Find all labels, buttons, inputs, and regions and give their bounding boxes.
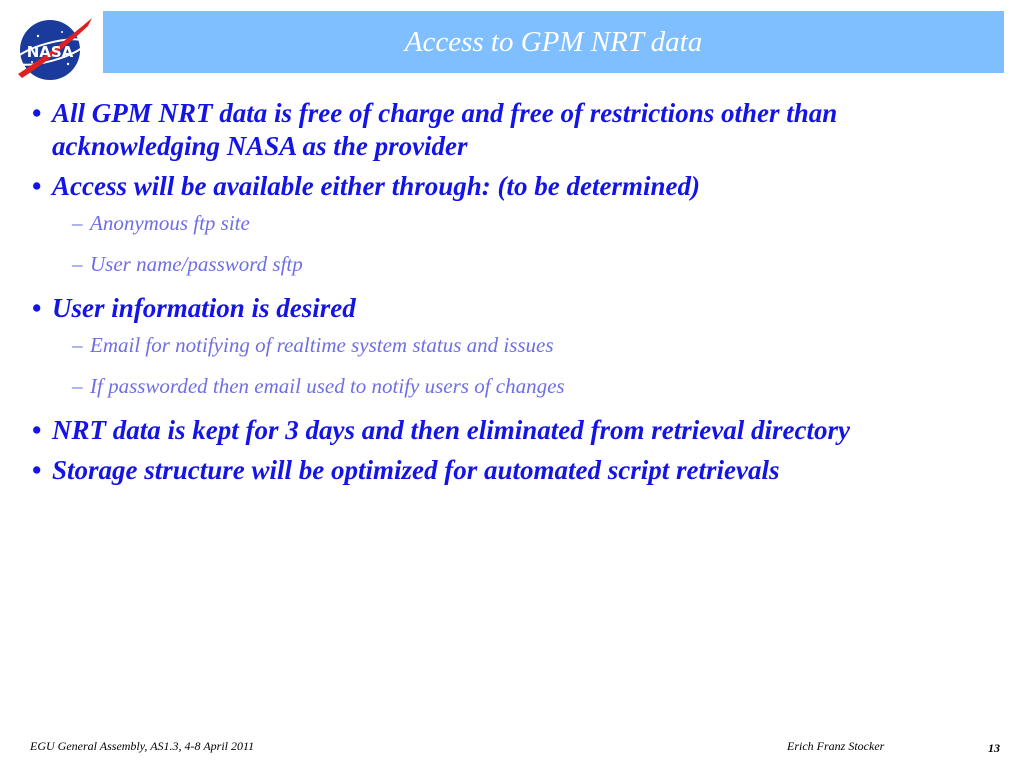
bullet-mark: • bbox=[32, 293, 42, 323]
slide-title: Access to GPM NRT data bbox=[404, 25, 703, 58]
bullet-mark: • bbox=[32, 415, 42, 445]
bullet-text: Access will be available either through: (to be determined) bbox=[52, 171, 700, 201]
sub-bullet-text: User name/password sftp bbox=[90, 252, 303, 276]
slide-content bbox=[32, 97, 992, 494]
bullet-item bbox=[32, 454, 992, 487]
bullet-item bbox=[32, 170, 992, 203]
footer-event: EGU General Assembly, AS1.3, 4-8 April 2011 bbox=[30, 739, 255, 753]
svg-text:NASA: NASA bbox=[26, 43, 74, 61]
bullet-item bbox=[32, 414, 992, 447]
bullet-mark: • bbox=[32, 455, 42, 485]
sub-bullet-mark: – bbox=[72, 374, 83, 398]
bullet-mark: • bbox=[32, 171, 42, 201]
sub-bullet-item bbox=[32, 332, 992, 358]
sub-bullet-mark: – bbox=[72, 252, 83, 276]
sub-bullet-item bbox=[32, 373, 992, 399]
sub-bullet-text: If passworded then email used to notify users of changes bbox=[90, 374, 565, 398]
page-number: 13 bbox=[988, 741, 1000, 755]
sub-bullet-mark: – bbox=[72, 333, 83, 357]
bullet-text: Storage structure will be optimized for automated script retrievals bbox=[52, 455, 780, 485]
sub-bullet-text: Anonymous ftp site bbox=[90, 211, 250, 235]
footer-author: Erich Franz Stocker bbox=[787, 739, 885, 753]
bullet-text: All GPM NRT data is free of charge and free of restrictions other than acknowledging NASA as the provider bbox=[52, 98, 838, 161]
bullet-mark: • bbox=[32, 98, 42, 128]
bullet-text: User information is desired bbox=[52, 293, 356, 323]
sub-bullet-text: Email for notifying of realtime system status and issues bbox=[90, 333, 554, 357]
sub-bullet-item bbox=[32, 210, 992, 236]
sub-bullet-item bbox=[32, 251, 992, 277]
nasa-logo bbox=[12, 12, 96, 84]
nasa-meatball-icon bbox=[12, 12, 96, 84]
bullet-item bbox=[32, 292, 992, 325]
bullet-text: NRT data is kept for 3 days and then eliminated from retrieval directory bbox=[52, 415, 850, 445]
title-bar bbox=[103, 11, 1004, 73]
bullet-item bbox=[32, 97, 992, 163]
sub-bullet-mark: – bbox=[72, 211, 83, 235]
